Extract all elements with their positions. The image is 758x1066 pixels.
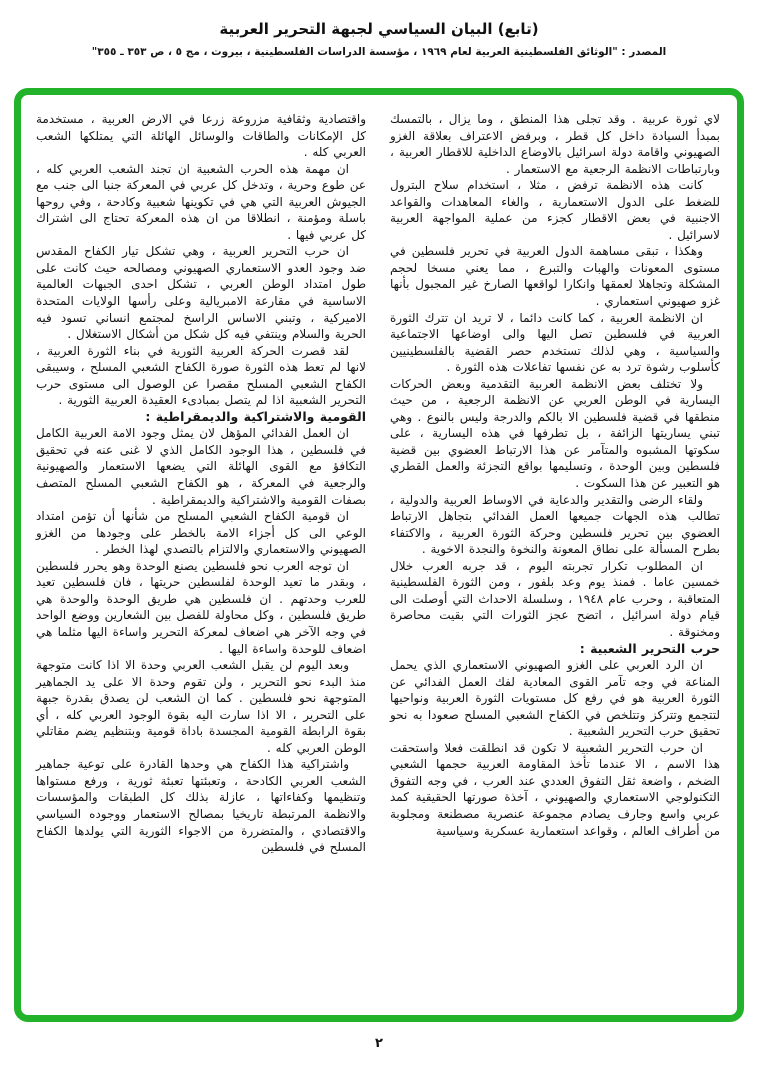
section-heading: القومية والاشتراكية والديمقراطية : <box>145 408 366 424</box>
body-paragraph: ان العمل الفدائي المؤهل لان يمثل وجود الامة العربية الكامل في فلسطين ، هذا الوجود الكامل الذي لا غنى عنه في تحقيق التكافؤ مع القوى الهائلة التي يضعها الاستعمار والصهيونية والرجعية في المعركة ، هو الكفاح الشعبي المسلح المتصف بصفات القومية والاشتراكية والديمقراطية . <box>36 426 366 507</box>
body-paragraph: ولقاء الرضى والتقدير والدعاية في الاوساط العربية والدولية ، تطالب هذه الجهات جميعها العمل الفدائي بتجاهل الارتباط العضوي بين تحرير فلسطين وحركة الثورة العربية ، والاكتفاء بطرح المسألة على نطاق المعونة والنخوة والنجدة الاخوية . <box>390 492 720 557</box>
green-document-frame <box>14 88 744 1022</box>
body-paragraph: ان مهمة هذه الحرب الشعبية ان تجند الشعب العربي كله ، عن طوع وحرية ، وتدخل كل عربي في المعركة جنبا الى جنب مع الجيوش العربية التي هي في تكوينها شعبية وكادحة ، وفي روحها باسلة ومؤمنة ، انطلاقا من ان هذه المعركة تحتاج الى اشتراك كل عربي فيها . <box>36 161 366 242</box>
body-paragraph: كانت هذه الانظمة ترفض ، مثلا ، استخدام سلاح البترول للضغط على الدول الاستعمارية ، والغاء المعاهدات والقواعد الاجنبية في بعض الاقطار كجزء من عملية المواجهة العربية لاسرائيل . <box>390 178 720 242</box>
body-paragraph: ان الانظمة العربية ، كما كانت دائما ، لا تريد ان تترك الثورة العربية في فلسطين تصل اليها والى اوضاعها الاجتماعية والسياسية ، وهي لذلك تستخدم حصر القضية بالفلسطينيين كأسلوب رشوة ترد به عن نفسها تفاعلات هذه الثورة . <box>390 310 720 375</box>
body-paragraph: واشتراكية هذا الكفاح هي وحدها القادرة على توعية جماهير الشعب العربي الكادحة ، وتعبئتها تعبئة ثورية ، ورفع مستواها وتنظيمها وكفاءاتها ، عازلة بذلك كل الطبقات والمؤسسات والانظمة المرتبطة تاريخيا بمصالح الاستعمار ووجوده السياسي والاقتصادي ، والمتضررة من الاجواء الثورية التي يولدها الكفاح المسلح في فلسطين <box>36 757 366 855</box>
body-paragraph: ان المطلوب تكرار تجربته اليوم ، قد جربه العرب خلال خمسين عاما . فمنذ يوم وعد بلفور ، ومن الثورة الفلسطينية المتعاقبة ، وحرب عام ١٩٤٨ ، وسلسلة الاحداث التي أوصلت الى قيام دولة اسرائيل ، اتضح عجز الثورات التي بقيت محاصرة ومخنوقة . <box>390 558 720 639</box>
page-title: (تابع) البيان السياسي لجبهة التحرير العربية <box>219 20 539 38</box>
body-paragraph: وهكذا ، تبقى مساهمة الدول العربية في تحرير فلسطين في مستوى المعونات والهبات والتبرع ، مما يعني مسخا لحجم المشكلة وتجاهلا لعمقها وانكارا لواقعها الصارخ غير المجبول بأنها غزو صهيوني استعماري . <box>390 244 720 309</box>
column-left <box>36 111 366 1005</box>
source-line: المصدر : "الوثائق الفلسطينية العربية لعام ١٩٦٩ ، مؤسسة الدراسات الفلسطينية ، بيروت ، مج ٥ ، ص ٣٥٣ ـ ٣٥٥" <box>91 46 667 58</box>
body-paragraph: ان الرد العربي على الغزو الصهيوني الاستعماري الذي يحمل المناعة في وجه تآمر القوى المعادية لفك العمل الفدائي عن الثورة العربية هو في رفع كل مستويات الثورة العربية ونواحيها لتتجمع وتتركز وتتلخص في الكفاح الشعبي المسلح صعودا به نحو تحقيق حرب التحرير الشعبية . <box>390 658 720 739</box>
two-column-body <box>21 95 737 1015</box>
body-paragraph: ان قومية الكفاح الشعبي المسلح من شأنها أن تؤمن امتداد الوعي الى كل أجزاء الامة بالخطر على وجودها من الغزو الصهيوني والاستعماري والالتزام بالتصدي لهذا الخطر . <box>36 509 366 557</box>
section-heading: حرب التحرير الشعبية : <box>579 640 720 656</box>
document-header <box>0 20 758 58</box>
body-paragraph: ان حرب التحرير العربية ، وهي تشكل تيار الكفاح المقدس ضد وجود العدو الاستعماري الصهيوني ومصالحه حيث كانت على طول امتداد الوطن العربي ، تشكل احدى الجبهات العالمية الاساسية في مقارعة الامبريالية وعلى رأسها الولايات المتحدة الاميركية ، وتبني الاساس الراسخ لمجتمع انساني تسود فيه الحرية والسلام وينتفي فيه كل شكل من أشكال الاستغلال . <box>36 244 366 342</box>
body-paragraph: لاي ثورة عربية . وقد تجلى هذا المنطق ، وما يزال ، بالتمسك بمبدأ السيادة داخل كل قطر ، وبرفض الاعتراف بعلاقة الغزو الصهيوني واقامة دولة اسرائيل بالاوضاع الداخلية للاقطار العربية ، وبارتباطات الانظمة الرجعية مع الاستعمار . <box>390 112 720 176</box>
column-right <box>390 111 720 1005</box>
body-paragraph: ان حرب التحرير الشعبية لا تكون قد انطلقت فعلا واستحقت هذا الاسم ، الا عندما تأخذ المقاومة العربية حجمها الشعبي الضخم ، واضعة ثقل التفوق العددي عند العرب ، في وجه التفوق التكنولوجي الاستعماري والصهيوني ، آخذة صورتها الحقيقية كمد عربي واسع وجارف يصادم مجموعة عنصرية مصطنعة ومجلوبة من أطراف العالم ، وقواعد استعمارية عسكرية وسياسية <box>390 740 720 838</box>
body-paragraph: وبعد اليوم لن يقبل الشعب العربي وحدة الا اذا كانت متوجهة منذ البدء نحو التحرير ، ولن تقوم وحدة الا على يد الجماهير المتوجهة نحو فلسطين . كما ان الشعب لن يصدق بقدرة جبهة على التحرير ، الا اذا سارت اليه بقوة الوجود العربي كله ، أي بقوة الرابطة القومية المجسدة باداة قومية وبتنظيم يضم مقاتلي الوطن العربي كله . <box>36 658 366 755</box>
body-paragraph: لقد قصرت الحركة العربية الثورية في بناء الثورة العربية ، لانها لم تعط هذه الثورة صورة الكفاح الشعبي المسلح ، وسيبقى الكفاح الشعبي المسلح مقصرا عن الوصول الى مستوى حرب التحرير الشعبية اذا لم يتصل بمبادىء العقيدة العربية الثورية . <box>36 343 366 408</box>
body-paragraph: واقتصادية وثقافية مزروعة زرعا في الارض العربية ، مستخدمة كل الإمكانات والطاقات والوسائل الهائلة التي يمتلكها الشعب العربي كله . <box>36 112 366 160</box>
page-number: ٢ <box>375 1036 383 1051</box>
body-paragraph: ولا تختلف بعض الانظمة العربية التقدمية وبعض الحركات اليسارية في الوطن العربي عن الانظمة الرجعية ، من حيث منطقها في قضية فلسطين الا بالكم والدرجة وليس بالنوع . وهي تبني يساريتها الزائفة ، بل تطرفها في هذه اليسارية ، على سكوتها المشبوه والمتآمر عن هذا الارتباط العضوي بين قضية فلسطين وبين الوحدة ، وتسليمها بواقع التجزئة والعمل القطري هو التعبير عن هذا السكوت . <box>390 376 720 491</box>
body-paragraph: ان توجه العرب نحو فلسطين يصنع الوحدة وهو يحرر فلسطين ، وبقدر ما تعيد الوحدة لفلسطين حريتها ، فان فلسطين تعيد للعرب وحدتهم . ان فلسطين هي طريق الوحدة والوحدة هي طريق فلسطين ، وكل محاولة للفصل بين الشعارين ووضع الواحد في وجه الآخر هي اضعاف لمعركة التحرير واساءة اليها مثلما هي اضعاف للوحدة واساءة اليها . <box>36 558 366 656</box>
